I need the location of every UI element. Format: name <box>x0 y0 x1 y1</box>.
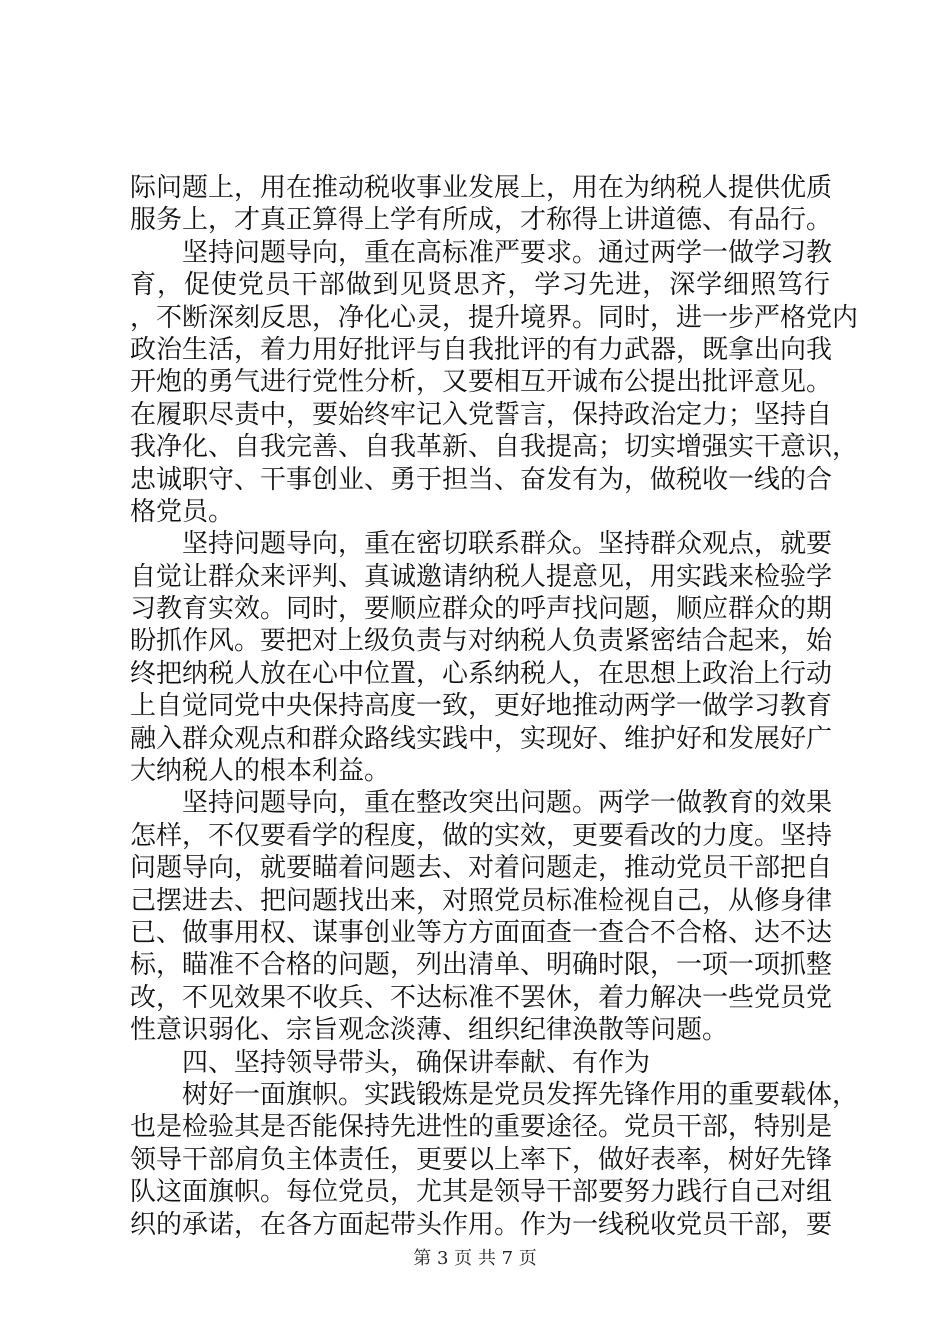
text-line: 也是检验其是否能保持先进性的重要途径。党员干部，特别是 <box>130 1112 833 1143</box>
text-line: 习教育实效。同时，要顺应群众的呼声找问题，顺应群众的期 <box>130 594 833 625</box>
text-line: ，不断深刻反思，净化心灵，提升境界。同时，进一步严格党内 <box>130 302 859 333</box>
text-line: 已、做事用权、谋事创业等方方面面查一查合不合格、达不达 <box>130 917 833 948</box>
text-line: 在履职尽责中，要始终牢记入党誓言，保持政治定力；坚持自 <box>130 399 833 430</box>
text-line: 己摆进去、把问题找出来，对照党员标准检视自己，从修身律 <box>130 885 833 916</box>
text-line: 怎样，不仅要看学的程度，做的实效，更要看改的力度。坚持 <box>130 820 833 851</box>
paragraph-first-line: 坚持问题导向，重在密切联系群众。坚持群众观点，就要 <box>182 529 833 560</box>
text-line: 大纳税人的根本利益。 <box>130 756 391 787</box>
document-body <box>130 172 859 1241</box>
text-line: 融入群众观点和群众路线实践中，实现好、维护好和发展好广 <box>130 723 833 754</box>
text-line: 育，促使党员干部做到见贤思齐，学习先进，深学细照笃行 <box>130 270 830 301</box>
text-line: 际问题上，用在推动税收事业发展上，用在为纳税人提供优质 <box>130 173 833 203</box>
text-line: 忠诚职守、干事创业、勇于担当、奋发有为，做税收一线的合 <box>130 464 833 495</box>
text-line: 织的承诺，在各方面起带头作用。作为一线税收党员干部，要 <box>130 1209 833 1240</box>
text-line: 政治生活，着力用好批评与自我批评的有力武器，既拿出向我 <box>130 334 833 365</box>
text-line: 队这面旗帜。每位党员，尤其是领导干部要努力践行自己对组 <box>130 1177 833 1208</box>
text-line: 标，瞄准不合格的问题，列出清单、明确时限，一项一项抓整 <box>130 950 833 981</box>
text-line: 自觉让群众来评判、真诚邀请纳税人提意见，用实践来检验学 <box>130 561 833 592</box>
paragraph-first-line: 树好一面旗帜。实践锻炼是党员发挥先锋作用的重要载体， <box>182 1079 859 1110</box>
page-number-footer: 第 3 页 共 7 页 <box>413 1248 537 1269</box>
text-line: 问题导向，就要瞄着问题去、对着问题走，推动党员干部把自 <box>130 853 833 884</box>
text-line: 格党员。 <box>130 496 235 527</box>
paragraph-first-line: 坚持问题导向，重在高标准严要求。通过两学一做学习教 <box>182 237 833 268</box>
text-line: 改，不见效果不收兵、不达标准不罢休，着力解决一些党员党 <box>130 982 833 1013</box>
text-line: 开炮的勇气进行党性分析，又要相互开诚布公提出批评意见。 <box>130 367 833 398</box>
text-line: 上自觉同党中央保持高度一致，更好地推动两学一做学习教育 <box>130 691 833 722</box>
text-line: 我净化、自我完善、自我革新、自我提高；切实增强实干意识， <box>130 432 859 463</box>
section-heading: 四、坚持领导带头，确保讲奉献、有作为 <box>182 1047 651 1078</box>
text-line: 服务上，才真正算得上学有所成，才称得上讲道德、有品行。 <box>130 205 833 236</box>
text-line: 盼抓作风。要把对上级负责与对纳税人负责紧密结合起来，始 <box>130 626 833 657</box>
text-line: 性意识弱化、宗旨观念淡薄、组织纪律涣散等问题。 <box>130 1015 729 1046</box>
text-line: 领导干部肩负主体责任，更要以上率下，做好表率，树好先锋 <box>130 1144 833 1175</box>
text-line: 终把纳税人放在心中位置，心系纳税人，在思想上政治上行动 <box>130 658 833 689</box>
paragraph-first-line: 坚持问题导向，重在整改突出问题。两学一做教育的效果 <box>182 788 833 819</box>
